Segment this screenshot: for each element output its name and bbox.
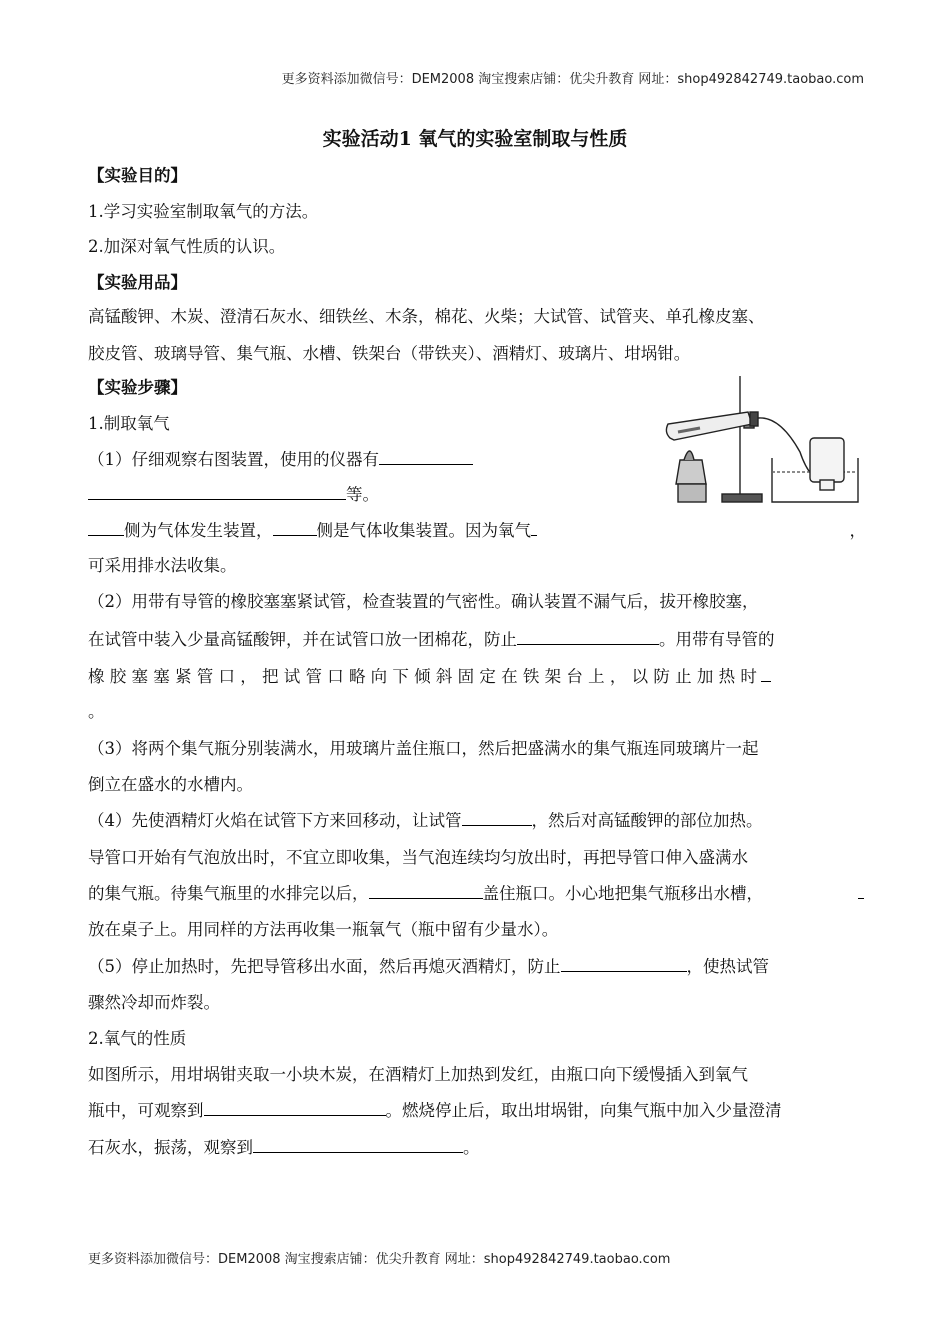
page-title: 实验活动1 氧气的实验室制取与性质 (322, 128, 628, 150)
materials-line-2: 胶皮管、玻璃导管、集气瓶、水槽、铁架台（带铁夹）、酒精灯、玻璃片、坩埚钳。 (88, 344, 691, 363)
step1-p4-line-a (88, 807, 763, 831)
step2-heading: 2.氧气的性质 (88, 1029, 187, 1048)
step2-line-3 (88, 1134, 480, 1158)
stand-base (722, 494, 762, 502)
step1-p1-text-c3: ， (849, 521, 866, 540)
step1-p5-line-b: 骤然冷却而炸裂。 (88, 993, 220, 1012)
step2-text-3b: 。 (463, 1138, 480, 1157)
step1-p1-line-a (88, 446, 473, 470)
step1-p4-line-c (88, 880, 870, 904)
blank-observation-1[interactable] (204, 1099, 386, 1116)
step1-p4-line-d: 放在桌子上。用同样的方法再收集一瓶氧气（瓶中留有少量水）。 (88, 920, 559, 939)
step1-p4-text-a2: ，然后对高锰酸钾的部位加热。 (531, 811, 763, 830)
blank-prevent-heating[interactable] (761, 665, 771, 682)
step2-line-2 (88, 1097, 782, 1121)
blank-prevent-backflow[interactable] (561, 955, 687, 972)
step1-p2-text-c: 橡 胶 塞 塞 紧 管 口 ， 把 试 管 口 略 向 下 倾 斜 固 定 在 铁 架 台 上 ， 以 防 止 加 热 时 (88, 667, 757, 686)
step1-p4-text-a1: （4）先使酒精灯火焰在试管下方来回移动，让试管 (88, 811, 462, 830)
step1-p4-text-c2: 盖住瓶口。小心地把集气瓶移出水槽， (482, 884, 763, 903)
step1-p1-text-c1: 侧为气体发生装置， (124, 521, 273, 540)
step1-p1-text-c2: 侧是气体收集装置。因为氧气 (316, 521, 531, 540)
materials-line-1: 高锰酸钾、木炭、澄清石灰水、细铁丝、木条，棉花、火柴；大试管、试管夹、单孔橡皮塞、 (88, 307, 765, 326)
step1-p2-text-b2: 。用带有导管的 (659, 630, 775, 649)
step1-p1-line-c (88, 517, 870, 541)
page-footer: 更多资料添加微信号：DEM2008 淘宝搜索店铺：优尖升教育 网址：shop492842749.taobao.com (88, 1252, 671, 1267)
step2-text-2b: 。燃烧停止后，取出坩埚钳，向集气瓶中加入少量澄清 (385, 1101, 782, 1120)
blank-instruments-1[interactable] (379, 448, 473, 465)
blank-prevent-powder[interactable] (517, 628, 659, 645)
step1-p3-line-b: 倒立在盛水的水槽内。 (88, 775, 253, 794)
step1-p1-text-b: 等。 (346, 485, 379, 504)
step1-p2-line-c (88, 663, 771, 687)
step1-p1-line-b (88, 481, 379, 505)
blank-preheat[interactable] (462, 809, 532, 826)
purpose-item-1: 1.学习实验室制取氧气的方法。 (88, 202, 319, 221)
section-materials-heading: 【实验用品】 (88, 273, 187, 292)
blank-instruments-2[interactable] (88, 483, 346, 500)
step1-p2-line-b (88, 626, 775, 650)
blank-collection-side[interactable] (273, 519, 317, 536)
step1-p1-text-a: （1）仔细观察右图装置，使用的仪器有 (88, 450, 379, 469)
section-purpose-heading: 【实验目的】 (88, 166, 187, 185)
blank-bottle-orientation[interactable] (858, 882, 864, 899)
step1-p3-line-a: （3）将两个集气瓶分别装满水，用玻璃片盖住瓶口，然后把盛满水的集气瓶连同玻璃片一起 (88, 739, 759, 758)
section-steps-heading: 【实验步骤】 (88, 378, 187, 397)
step2-text-2a: 瓶中，可观察到 (88, 1101, 204, 1120)
step1-p5-text-a2: ，使热试管 (686, 957, 769, 976)
step1-p1-line-d: 可采用排水法收集。 (88, 556, 237, 575)
step1-p2-text-b1: 在试管中装入少量高锰酸钾，并在试管口放一团棉花，防止 (88, 630, 517, 649)
step1-p5-text-a1: （5）停止加热时，先把导管移出水面，然后再熄灭酒精灯，防止 (88, 957, 561, 976)
step1-p4-text-c1: 的集气瓶。待集气瓶里的水排完以后， (88, 884, 369, 903)
step2-p1: 如图所示，用坩埚钳夹取一小块木炭，在酒精灯上加热到发红，由瓶口向下缓慢插入到氧气 (88, 1065, 748, 1084)
page-header: 更多资料添加微信号：DEM2008 淘宝搜索店铺：优尖升教育 网址：shop492842749.taobao.com (281, 72, 864, 87)
step1-p5-line-a (88, 953, 769, 977)
step1-p2-line-d: 。 (88, 702, 105, 721)
blank-observation-2[interactable] (253, 1136, 463, 1153)
step2-text-3a: 石灰水，振荡，观察到 (88, 1138, 253, 1157)
oxygen-apparatus-figure (660, 372, 860, 508)
step1-p2-line-a: （2）用带有导管的橡胶塞塞紧试管，检查装置的气密性。确认装置不漏气后，拔开橡胶塞， (88, 592, 759, 611)
step1-p4-line-b: 导管口开始有气泡放出时，不宜立即收集，当气泡连续均匀放出时，再把导管口伸入盛满水 (88, 848, 748, 867)
step1-heading: 1.制取氧气 (88, 414, 170, 433)
purpose-item-2: 2.加深对氧气性质的认识。 (88, 237, 286, 256)
blank-generation-side[interactable] (88, 519, 124, 536)
blank-cover-bottle[interactable] (369, 882, 483, 899)
blank-oxygen-property[interactable] (531, 519, 537, 536)
